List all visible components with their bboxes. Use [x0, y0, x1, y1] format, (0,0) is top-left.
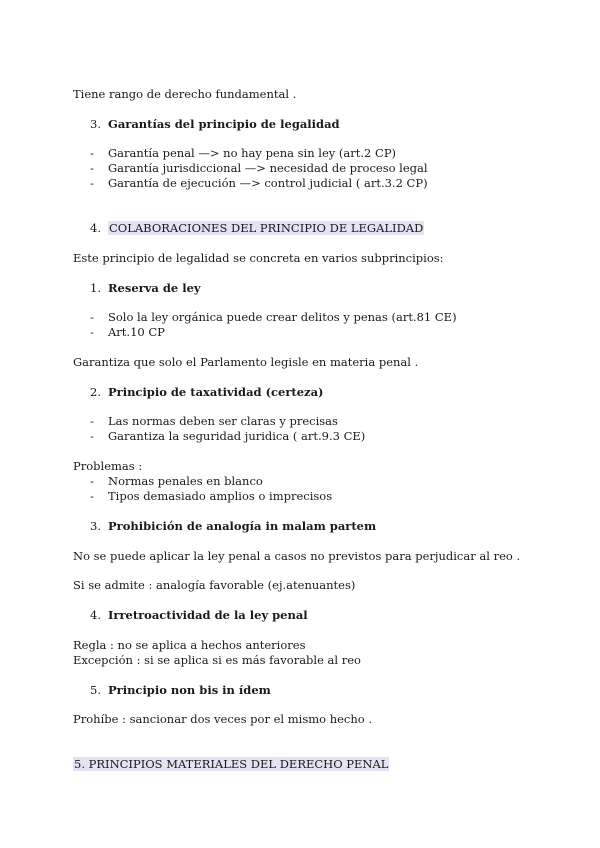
sub-4-title: Irretroactividad de la ley penal [108, 608, 308, 622]
problems-label: Problemas : [73, 459, 143, 473]
bullet-marker: - [90, 161, 94, 175]
sub-2-title: Principio de taxatividad (certeza) [108, 385, 324, 399]
sub-5-paragraph-1: Prohíbe : sancionar dos veces por el mismo hecho . [73, 712, 373, 726]
sub-4-paragraph-2: Excepción : si se aplica si es más favorable al reo [73, 653, 361, 667]
sub-3-paragraph-1: No se puede aplicar la ley penal a casos no previstos para perjudicar al reo . [73, 549, 521, 563]
bullet-marker: - [90, 429, 94, 443]
bullet-marker: - [90, 310, 94, 324]
sub-4-number: 4. [90, 608, 101, 622]
list-item: Garantía jurisdiccional —> necesidad de proceso legal [108, 161, 428, 175]
sub-3-title: Prohibición de analogía in malam partem [108, 519, 377, 533]
section-4-intro: Este principio de legalidad se concreta en varios subprincipios: [73, 251, 444, 265]
bullet-marker: - [90, 176, 94, 190]
bullet-marker: - [90, 474, 94, 488]
list-item: Garantía de ejecución —> control judicial ( art.3.2 CP) [108, 176, 428, 190]
sub-4-paragraph-1: Regla : no se aplica a hechos anteriores [73, 638, 306, 652]
bullet-marker: - [90, 325, 94, 339]
list-item: Garantía penal —> no hay pena sin ley (art.2 CP) [108, 146, 397, 160]
sub-2-number: 2. [90, 385, 101, 399]
sub-5-title: Principio non bis in ídem [108, 683, 271, 697]
section-5-title-highlight: 5. PRINCIPIOS MATERIALES DEL DERECHO PENAL [74, 757, 389, 771]
intro-text: Tiene rango de derecho fundamental . [73, 87, 297, 101]
bullet-marker: - [90, 489, 94, 503]
list-item: Art.10 CP [108, 325, 165, 339]
section-4-number: 4. [90, 221, 101, 235]
section-3-title: Garantías del principio de legalidad [108, 117, 340, 131]
list-item: Solo la ley orgánica puede crear delitos y penas (art.81 CE) [108, 310, 457, 324]
sub-1-note: Garantiza que solo el Parlamento legisle en materia penal . [73, 355, 419, 369]
sub-5-number: 5. [90, 683, 101, 697]
list-item: Tipos demasiado amplios o imprecisos [108, 489, 333, 503]
list-item: Garantiza la seguridad juridica ( art.9.3 CE) [108, 429, 366, 443]
list-item: Normas penales en blanco [108, 474, 263, 488]
sub-1-title: Reserva de ley [108, 281, 201, 295]
sub-3-number: 3. [90, 519, 101, 533]
sub-1-number: 1. [90, 281, 101, 295]
section-4-title [108, 221, 424, 236]
section-4-title-highlight: COLABORACIONES DEL PRINCIPIO DE LEGALIDAD [109, 221, 424, 235]
bullet-marker: - [90, 146, 94, 160]
list-item: Las normas deben ser claras y precisas [108, 414, 338, 428]
sub-3-paragraph-2: Si se admite : analogía favorable (ej.atenuantes) [73, 578, 356, 592]
section-5-title [73, 757, 389, 772]
bullet-marker: - [90, 414, 94, 428]
section-3-number: 3. [90, 117, 101, 131]
